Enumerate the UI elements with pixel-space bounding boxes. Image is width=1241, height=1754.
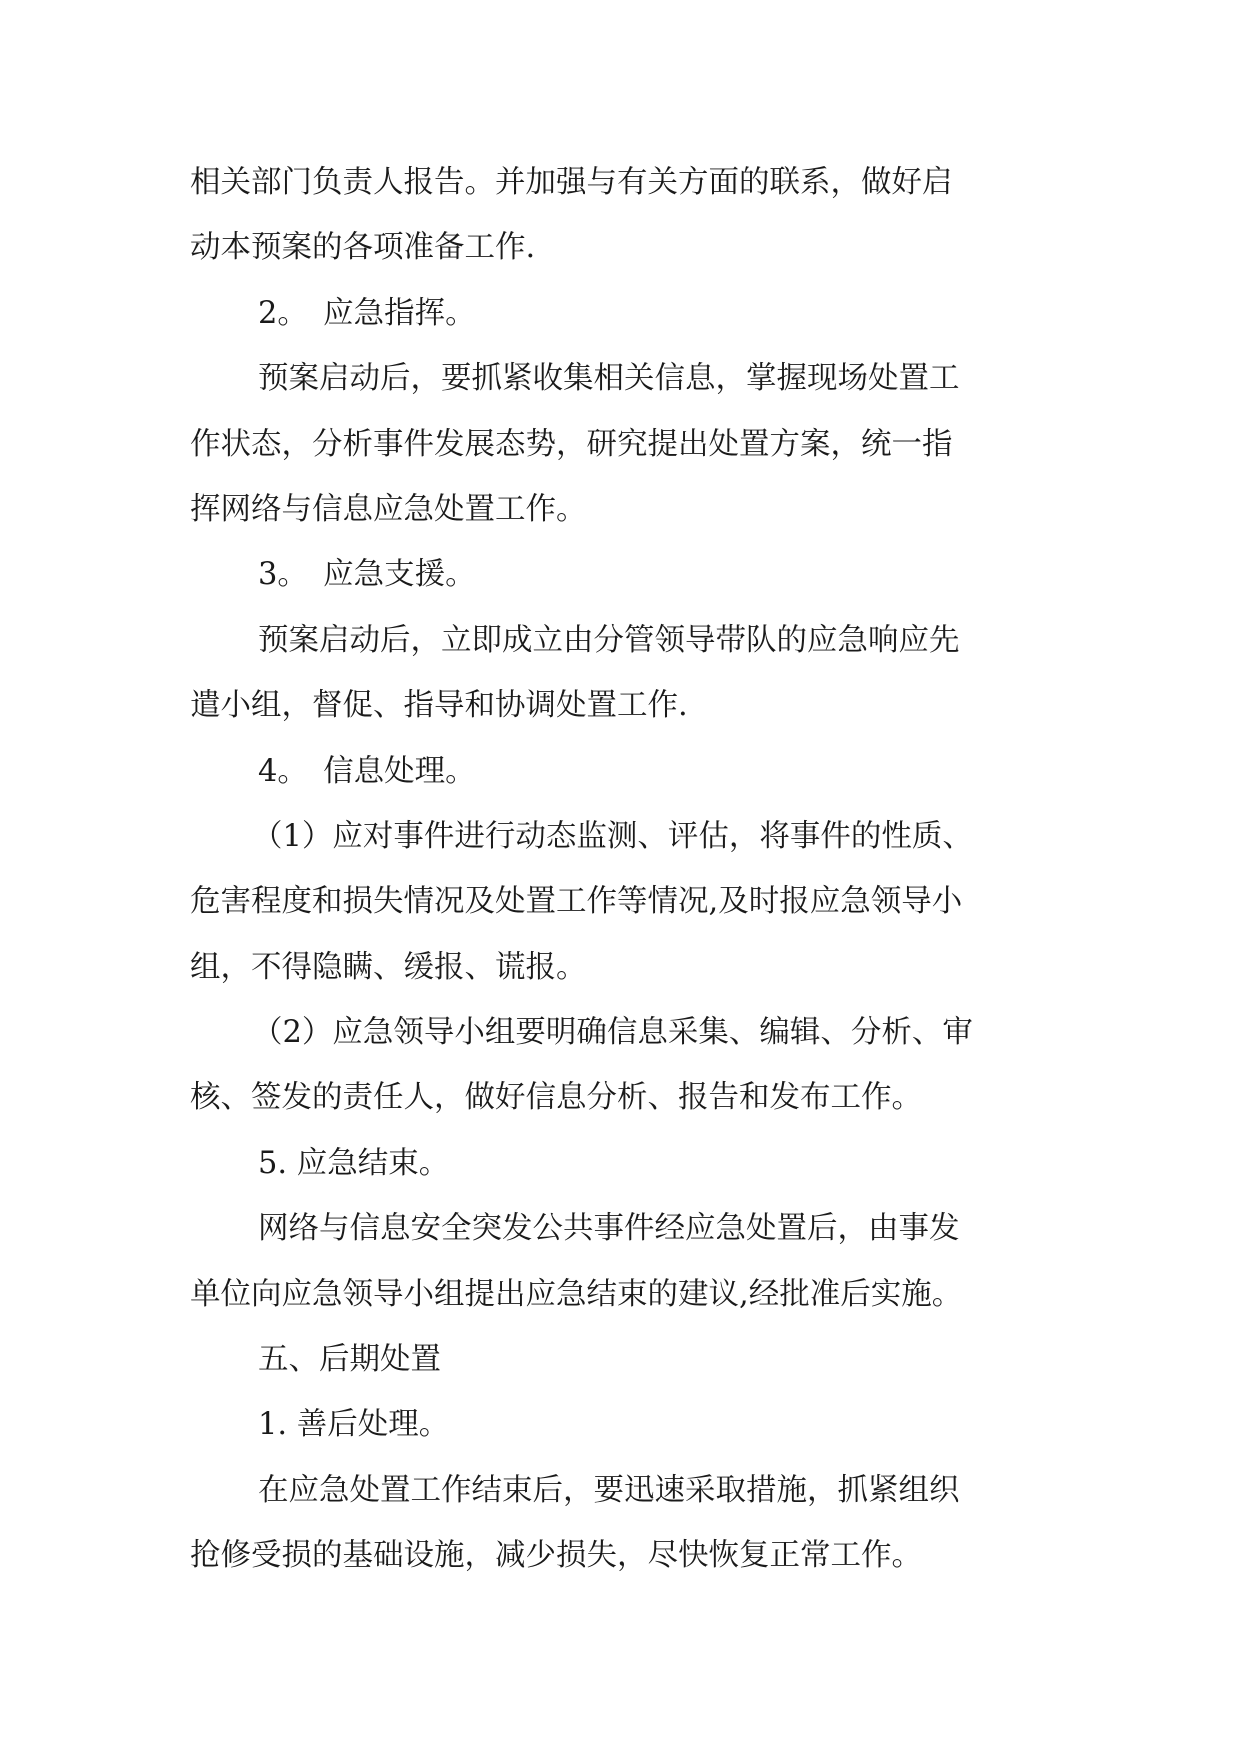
text-line: 组，不得隐瞒、缓报、谎报。 [190, 949, 587, 985]
section-heading: 4。 信息处理。 [258, 753, 476, 789]
text-line: 单位向应急领导小组提出应急结束的建议,经批准后实施。 [190, 1276, 963, 1312]
body-text [190, 150, 1070, 1589]
text-line: （2）应急领导小组要明确信息采集、编辑、分析、审 [252, 1015, 973, 1051]
text-line: 抢修受损的基础设施，减少损失，尽快恢复正常工作。 [190, 1538, 922, 1574]
text-line: 危害程度和损失情况及处置工作等情况,及时报应急领导小 [190, 884, 963, 920]
text-line: 核、签发的责任人，做好信息分析、报告和发布工作。 [190, 1080, 922, 1116]
section-heading: 3。 应急支援。 [258, 557, 476, 593]
section-heading: 2。 应急指挥。 [258, 295, 476, 331]
text-line: 相关部门负责人报告。并加强与有关方面的联系，做好启 [190, 165, 953, 200]
section-heading: 5. 应急结束。 [258, 1145, 450, 1181]
text-line: 预案启动后，要抓紧收集相关信息，掌握现场处置工 [258, 361, 960, 397]
text-line: 在应急处置工作结束后，要迅速采取措施，抓紧组织 [258, 1472, 960, 1508]
section-heading: 1. 善后处理。 [258, 1407, 450, 1443]
chapter-heading: 五、后期处置 [258, 1342, 441, 1378]
text-line: 网络与信息安全突发公共事件经应急处置后，由事发 [258, 1211, 960, 1247]
text-line: 挥网络与信息应急处置工作。 [190, 491, 587, 527]
text-line: 动本预案的各项准备工作. [190, 230, 536, 266]
text-line: （1）应对事件进行动态监测、评估，将事件的性质、 [252, 818, 973, 854]
text-line: 遣小组，督促、指导和协调处置工作. [190, 688, 688, 724]
text-line: 作状态，分析事件发展态势，研究提出处置方案，统一指 [190, 426, 953, 462]
text-line: 预案启动后，立即成立由分管领导带队的应急响应先 [258, 622, 960, 658]
